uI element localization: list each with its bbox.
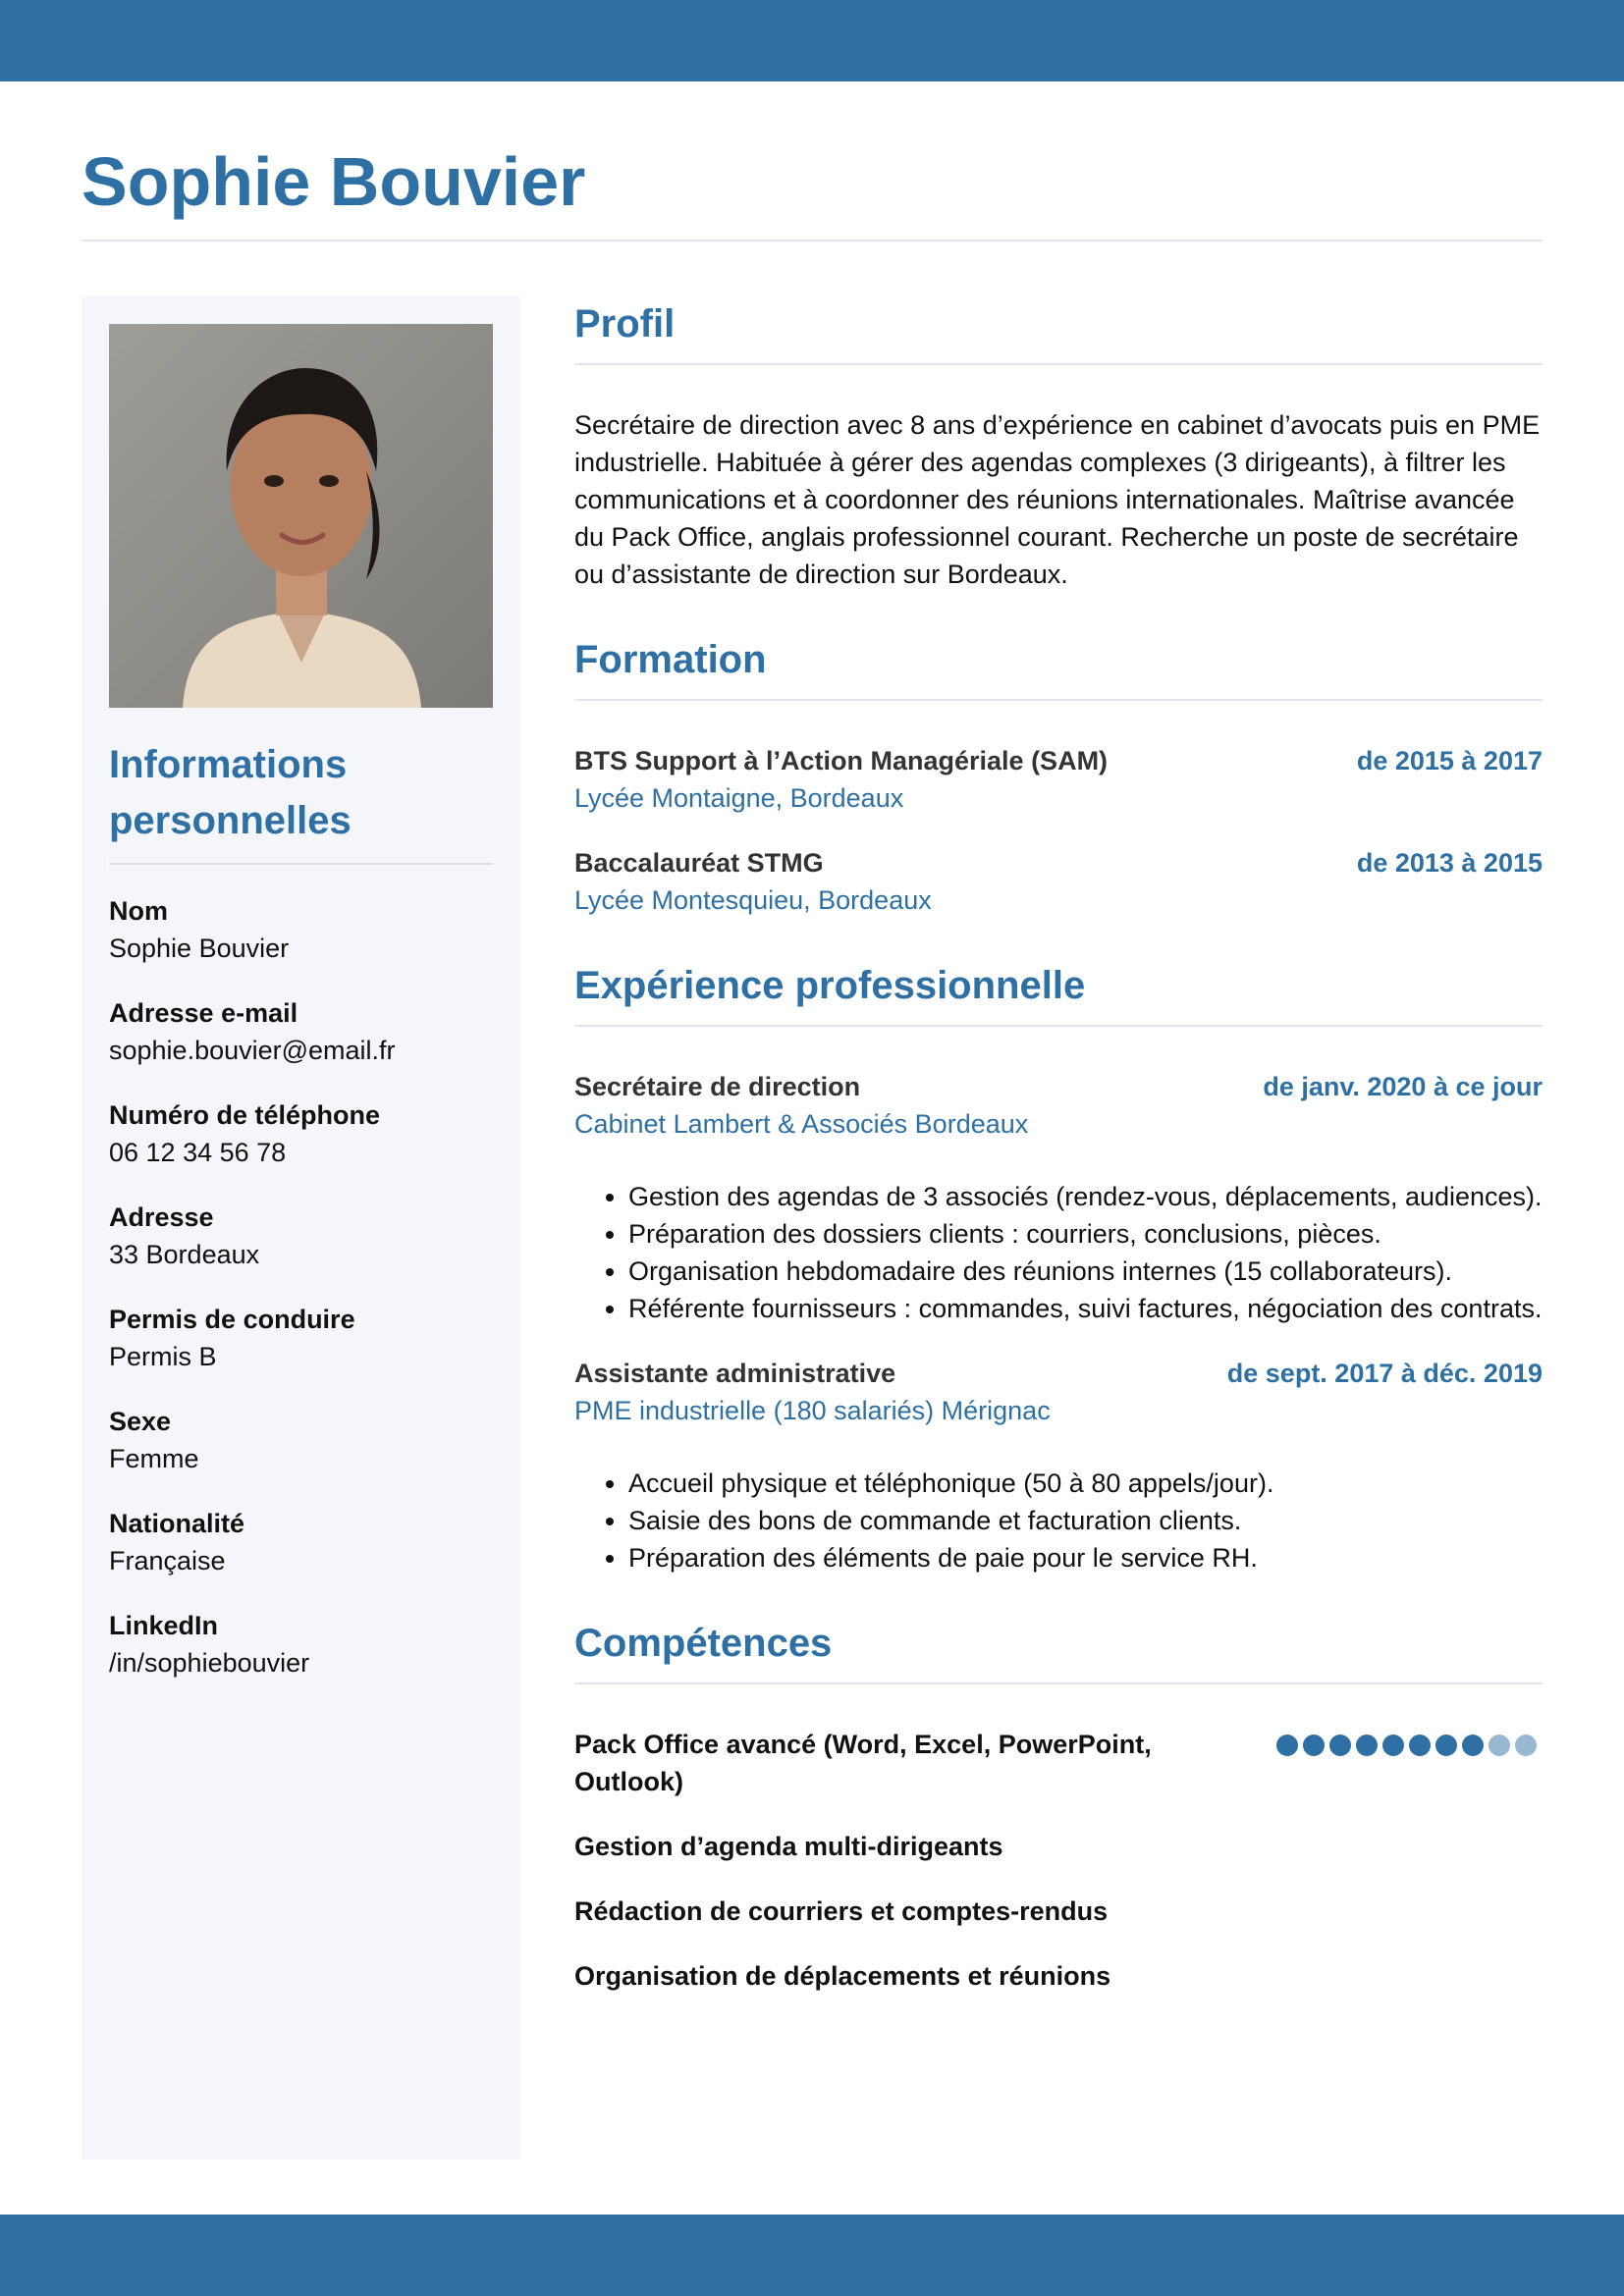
experience-entry xyxy=(574,1068,1543,1327)
job-duties xyxy=(574,1178,1543,1327)
section-divider xyxy=(574,363,1543,365)
list-item: • Accueil physique et téléphonique (50 à 80 appels/jour). xyxy=(628,1465,1543,1502)
info-value: Femme xyxy=(109,1444,199,1473)
info-label: Adresse xyxy=(109,1202,214,1232)
personal-info-list xyxy=(109,892,493,1682)
info-label: Permis de conduire xyxy=(109,1305,355,1334)
list-item: • Préparation des dossiers clients : courriers, conclusions, pièces. xyxy=(628,1215,1543,1253)
personal-info-sidebar xyxy=(81,296,520,2160)
entry-dates: de 2013 à 2015 xyxy=(1356,848,1543,878)
skill-item xyxy=(574,1726,1543,1800)
section-title: Compétences xyxy=(574,1622,833,1665)
rating-dot-empty xyxy=(1489,1735,1510,1756)
list-item: • Saisie des bons de commande et facturation clients. xyxy=(628,1502,1543,1539)
info-value: 33 Bordeaux xyxy=(109,1240,260,1269)
entry-dates: de janv. 2020 à ce jour xyxy=(1263,1072,1543,1101)
skill-name: Rédaction de courriers et comptes-rendus xyxy=(574,1896,1109,1926)
skills-list xyxy=(574,1726,1543,1995)
rating-dot-filled xyxy=(1462,1735,1484,1756)
entry-dates: de sept. 2017 à déc. 2019 xyxy=(1226,1359,1543,1388)
sidebar-divider xyxy=(109,863,493,865)
skill-name: Pack Office avancé (Word, Excel, PowerPoint, Outlook) xyxy=(574,1730,1152,1796)
section-title: Expérience professionnelle xyxy=(574,964,1086,1007)
info-value: Sophie Bouvier xyxy=(109,934,290,963)
rating-dot-filled xyxy=(1329,1735,1351,1756)
rating-dot-filled xyxy=(1276,1735,1298,1756)
company-name: PME industrielle (180 salariés) Mérignac xyxy=(574,1396,1051,1425)
info-label: Adresse e-mail xyxy=(109,998,298,1028)
rating-dot-filled xyxy=(1409,1735,1431,1756)
company-name: Cabinet Lambert & Associés Bordeaux xyxy=(574,1109,1029,1139)
info-item-license xyxy=(109,1301,493,1375)
school-name: Lycée Montesquieu, Bordeaux xyxy=(574,885,932,915)
skill-name: Gestion d’agenda multi-dirigeants xyxy=(574,1832,1003,1861)
info-item-linkedin xyxy=(109,1607,493,1682)
education-section xyxy=(574,632,1543,919)
top-banner xyxy=(0,0,1624,81)
info-item-phone xyxy=(109,1096,493,1171)
experience-entry xyxy=(574,1355,1543,1576)
job-title: Secrétaire de direction xyxy=(574,1072,861,1101)
skills-section xyxy=(574,1616,1543,1995)
experience-section xyxy=(574,958,1543,1576)
section-title: Profil xyxy=(574,302,676,346)
info-label: Nationalité xyxy=(109,1509,245,1538)
degree-title: BTS Support à l’Action Managériale (SAM) xyxy=(574,746,1109,775)
rating-dot-filled xyxy=(1435,1735,1457,1756)
info-label: Numéro de téléphone xyxy=(109,1100,381,1130)
rating-dot-empty xyxy=(1515,1735,1537,1756)
info-value[interactable]: /in/sophiebouvier xyxy=(109,1648,310,1678)
education-list xyxy=(574,742,1543,919)
list-item: • Gestion des agendas de 3 associés (rendez-vous, déplacements, audiences). xyxy=(628,1178,1543,1215)
skill-item xyxy=(574,1828,1543,1865)
header-divider xyxy=(81,240,1543,241)
degree-title: Baccalauréat STMG xyxy=(574,848,824,878)
section-title: Formation xyxy=(574,638,767,681)
info-label: LinkedIn xyxy=(109,1611,219,1640)
info-value: Permis B xyxy=(109,1342,217,1371)
section-divider xyxy=(574,1682,1543,1684)
info-label: Nom xyxy=(109,896,168,926)
skill-level-rating xyxy=(1276,1726,1543,1756)
skill-item xyxy=(574,1893,1543,1930)
job-title: Assistante administrative xyxy=(574,1359,896,1388)
info-item-email xyxy=(109,994,493,1069)
section-divider xyxy=(574,699,1543,701)
info-label: Sexe xyxy=(109,1407,172,1436)
candidate-name: Sophie Bouvier xyxy=(81,143,586,220)
resume-main-column xyxy=(574,296,1543,2022)
info-value: Française xyxy=(109,1546,226,1575)
info-value: 06 12 34 56 78 xyxy=(109,1138,287,1167)
entry-dates: de 2015 à 2017 xyxy=(1356,746,1543,775)
school-name: Lycée Montaigne, Bordeaux xyxy=(574,783,904,813)
person-portrait-icon xyxy=(109,324,493,708)
job-duties xyxy=(574,1465,1543,1576)
skill-name: Organisation de déplacements et réunions xyxy=(574,1961,1111,1991)
info-item-gender xyxy=(109,1403,493,1477)
personal-info-title: Informations personnelles xyxy=(109,743,352,842)
info-item-name xyxy=(109,892,493,967)
education-entry xyxy=(574,742,1543,817)
rating-dot-filled xyxy=(1382,1735,1404,1756)
rating-dot-filled xyxy=(1303,1735,1325,1756)
info-value[interactable]: sophie.bouvier@email.fr xyxy=(109,1036,396,1065)
bottom-banner xyxy=(0,2215,1624,2296)
education-entry xyxy=(574,844,1543,919)
list-item: • Organisation hebdomadaire des réunions internes (15 collaborateurs). xyxy=(628,1253,1543,1290)
info-item-address xyxy=(109,1199,493,1273)
rating-dot-filled xyxy=(1356,1735,1378,1756)
experience-list xyxy=(574,1068,1543,1576)
list-item: • Référente fournisseurs : commandes, suivi factures, négociation des contrats. xyxy=(628,1290,1543,1327)
profile-section xyxy=(574,296,1543,593)
skill-item xyxy=(574,1957,1543,1995)
info-item-nationality xyxy=(109,1505,493,1579)
profile-summary: Secrétaire de direction avec 8 ans d’expérience en cabinet d’avocats puis en PME industrielle. Habituée à gérer des agendas complexes (3 dirigeants), à filtrer les communications et à coordonner des réunions internationales. Maîtrise avancée du Pack Office, anglais professionnel courant. Recherche un poste de secrétaire ou d’assistante de direction sur Bordeaux. xyxy=(574,410,1541,589)
section-divider xyxy=(574,1025,1543,1027)
list-item: • Préparation des éléments de paie pour le service RH. xyxy=(628,1539,1543,1576)
